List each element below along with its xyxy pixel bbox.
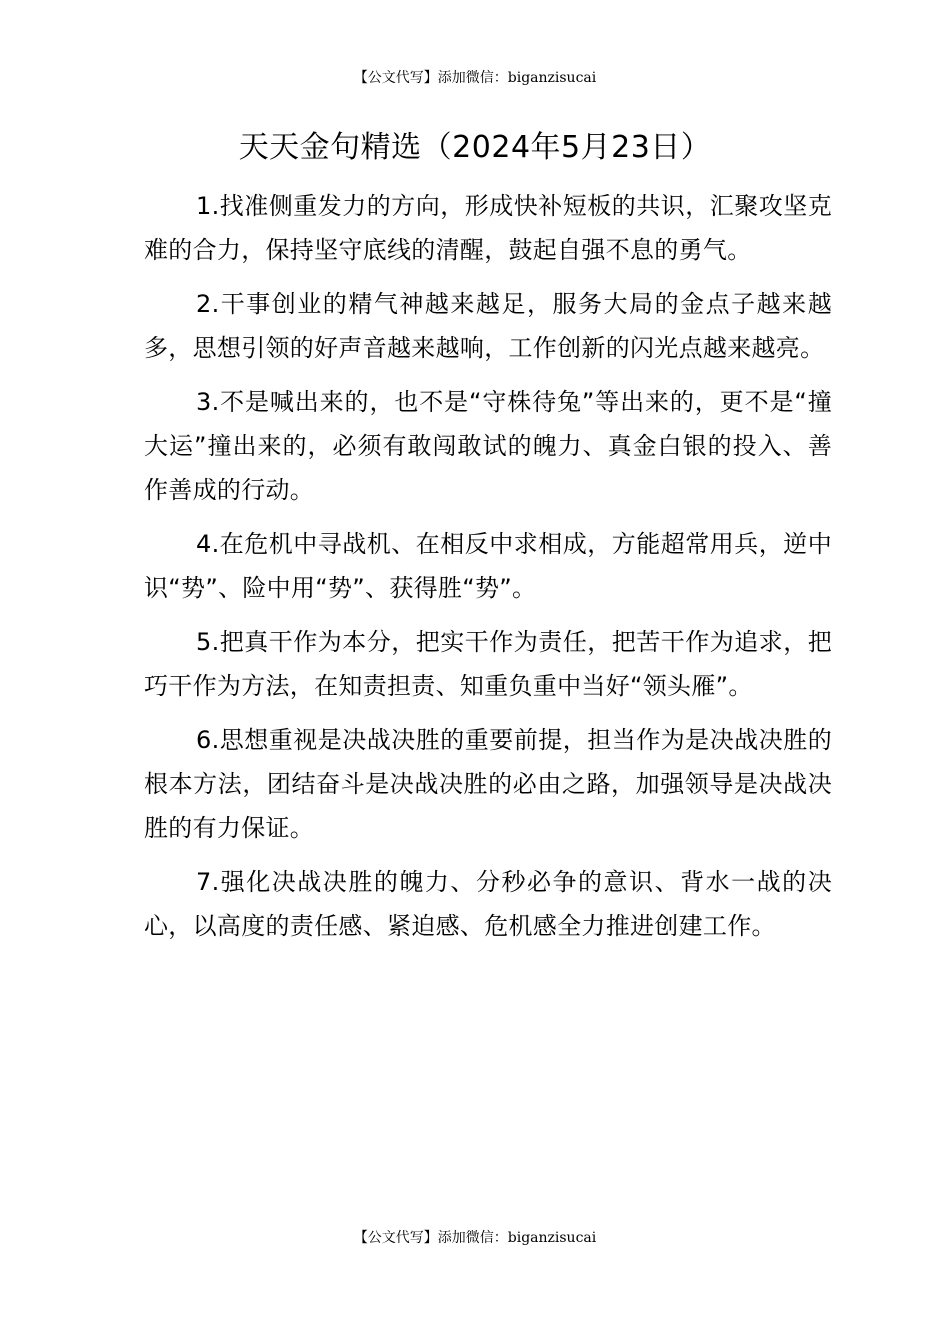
document-body	[144, 184, 832, 958]
quote-paragraph-6: 6.思想重视是决战决胜的重要前提，担当作为是决战决胜的根本方法，团结奋斗是决战决胜的必由之路，加强领导是决战决胜的有力保证。	[144, 726, 832, 842]
page-footer: 【公文代写】添加微信：biganzisucai	[353, 1230, 597, 1246]
quote-paragraph-2: 2.干事创业的精气神越来越足，服务大局的金点子越来越多，思想引领的好声音越来越响，工作创新的闪光点越来越亮。	[144, 290, 832, 362]
quote-paragraph-1: 1.找准侧重发力的方向，形成快补短板的共识，汇聚攻坚克难的合力，保持坚守底线的清醒，鼓起自强不息的勇气。	[144, 192, 832, 264]
quote-paragraph-4: 4.在危机中寻战机、在相反中求相成，方能超常用兵，逆中识“势”、险中用“势”、获得胜“势”。	[144, 530, 832, 602]
quote-paragraph-5: 5.把真干作为本分，把实干作为责任，把苦干作为追求，把巧干作为方法，在知责担责、知重负重中当好“领头雁”。	[144, 628, 832, 700]
quote-paragraph-3: 3.不是喊出来的，也不是“守株待兔”等出来的，更不是“撞大运”撞出来的，必须有敢闯敢试的魄力、真金白银的投入、善作善成的行动。	[144, 388, 832, 504]
document-title: 天天金句精选（2024年5月23日）	[238, 130, 712, 165]
quote-paragraph-7: 7.强化决战决胜的魄力、分秒必争的意识、背水一战的决心，以高度的责任感、紧迫感、危机感全力推进创建工作。	[144, 868, 832, 940]
page-header: 【公文代写】添加微信：biganzisucai	[353, 70, 597, 86]
